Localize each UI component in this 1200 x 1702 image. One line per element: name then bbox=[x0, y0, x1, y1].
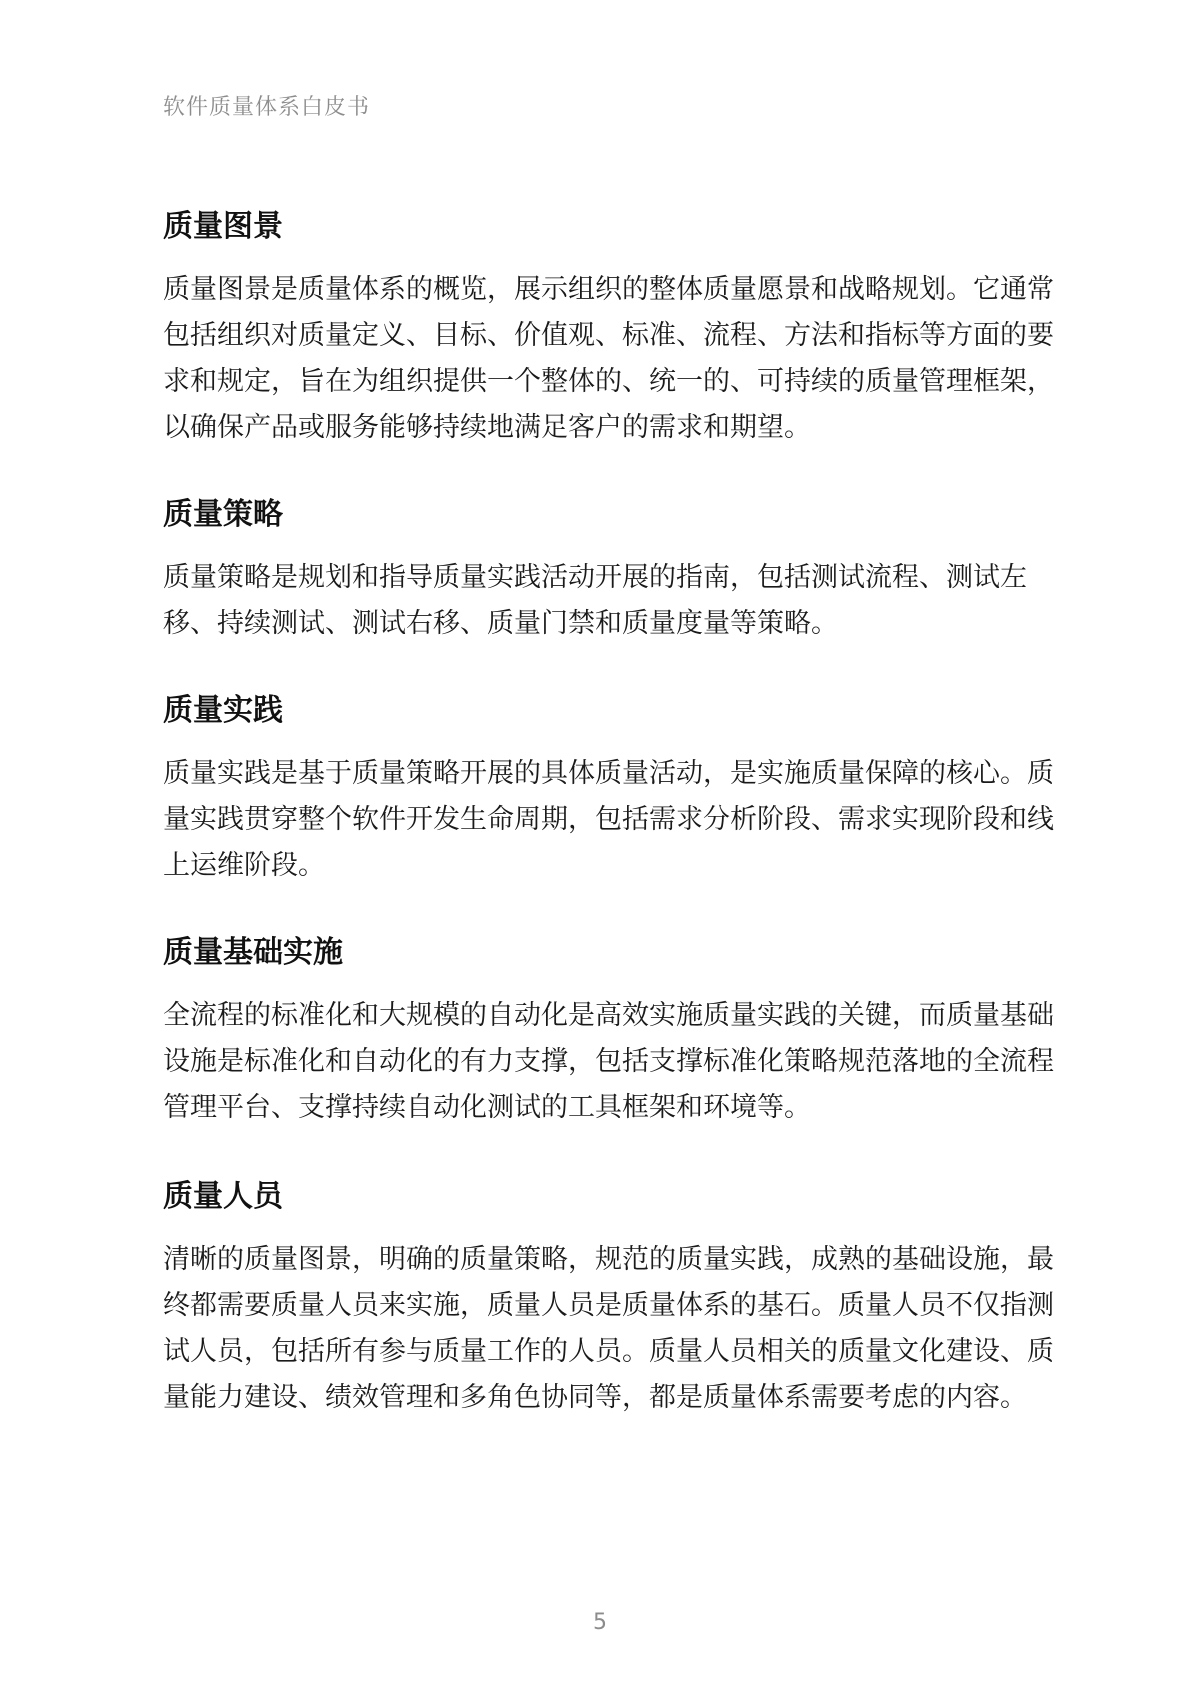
page-number: 5 bbox=[593, 1610, 607, 1635]
section-paragraph: 清晰的质量图景，明确的质量策略，规范的质量实践，成熟的基础设施，最终都需要质量人员来实施，质量人员是质量体系的基石。质量人员不仅指测试人员，包括所有参与质量工作的人员。质量人员相关的质量文化建设、质量能力建设、绩效管理和多角色协同等，都是质量体系需要考虑的内容。 bbox=[163, 1244, 1054, 1413]
section-paragraph: 全流程的标准化和大规模的自动化是高效实施质量实践的关键，而质量基础设施是标准化和自动化的有力支撑，包括支撑标准化策略规范落地的全流程管理平台、支撑持续自动化测试的工具框架和环境等。 bbox=[163, 1000, 1054, 1123]
running-header: 软件质量体系白皮书 bbox=[163, 95, 371, 120]
section-heading: 质量实践 bbox=[163, 693, 283, 728]
section-paragraph: 质量实践是基于质量策略开展的具体质量活动，是实施质量保障的核心。质量实践贯穿整个软件开发生命周期，包括需求分析阶段、需求实现阶段和线上运维阶段。 bbox=[163, 758, 1054, 881]
document-body bbox=[163, 205, 1063, 1421]
section-quality-infrastructure bbox=[163, 931, 1063, 1131]
section-quality-strategy bbox=[163, 493, 1063, 647]
section-quality-landscape bbox=[163, 205, 1063, 451]
section-heading: 质量人员 bbox=[163, 1179, 283, 1214]
section-heading: 质量图景 bbox=[163, 209, 283, 244]
section-heading: 质量基础实施 bbox=[163, 935, 343, 970]
section-heading: 质量策略 bbox=[163, 497, 283, 532]
section-quality-personnel bbox=[163, 1175, 1063, 1421]
section-paragraph: 质量图景是质量体系的概览，展示组织的整体质量愿景和战略规划。它通常包括组织对质量定义、目标、价值观、标准、流程、方法和指标等方面的要求和规定，旨在为组织提供一个整体的、统一的、可持续的质量管理框架，以确保产品或服务能够持续地满足客户的需求和期望。 bbox=[163, 274, 1054, 443]
section-quality-practice bbox=[163, 689, 1063, 889]
section-paragraph: 质量策略是规划和指导质量实践活动开展的指南，包括测试流程、测试左移、持续测试、测试右移、质量门禁和质量度量等策略。 bbox=[163, 562, 1027, 639]
